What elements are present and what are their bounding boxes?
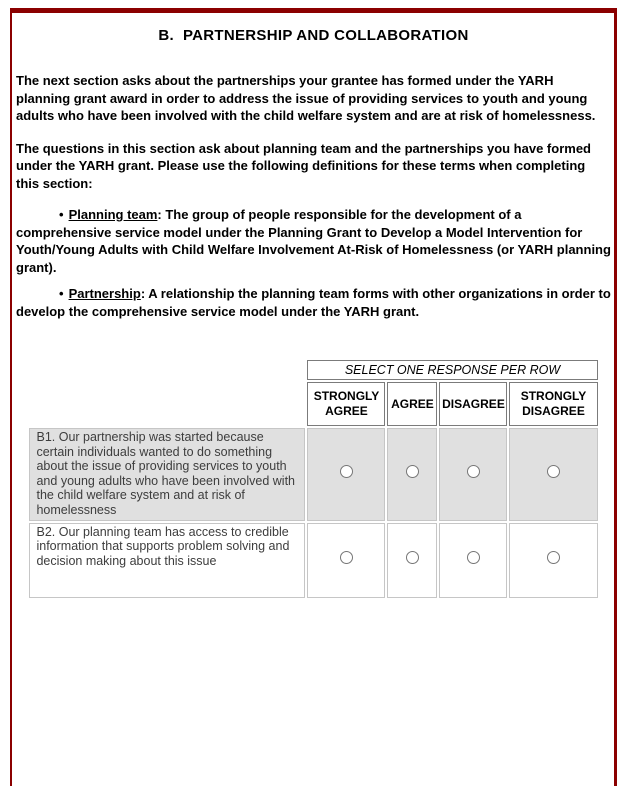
intro-paragraph-1: The next section asks about the partnerships your grantee has formed under the YARH planning grant award in order to address the issue of providing services to youth and young adults who have been involved with the child welfare system and are at risk of homelessness. bbox=[16, 73, 596, 123]
radio-b2-strongly-disagree[interactable] bbox=[547, 551, 560, 564]
radio-cell bbox=[509, 523, 597, 598]
bullet-icon: • bbox=[59, 207, 64, 222]
radio-b1-strongly-disagree[interactable] bbox=[547, 465, 560, 478]
column-header-disagree: DISAGREE bbox=[439, 382, 507, 426]
radio-cell bbox=[439, 523, 507, 598]
response-table bbox=[27, 358, 599, 600]
definition-partnership bbox=[16, 285, 611, 320]
table-instruction-row bbox=[29, 360, 597, 380]
intro-paragraph-2: The questions in this section ask about planning team and the partnerships you have formed under the YARH grant. Please use the following definitions for these terms when completing this section: bbox=[16, 140, 591, 191]
radio-b1-disagree[interactable] bbox=[467, 465, 480, 478]
radio-cell bbox=[387, 523, 437, 598]
question-text-b1: B1. Our partnership was started because certain individuals wanted to do something about the issue of providing services to youth and young adults who have been involved with the child welfare system and at risk of homelessness bbox=[29, 428, 305, 521]
column-header-agree: AGREE bbox=[387, 382, 437, 426]
radio-b2-disagree[interactable] bbox=[467, 551, 480, 564]
question-row-b1 bbox=[29, 428, 597, 521]
radio-cell bbox=[307, 428, 385, 521]
survey-page bbox=[10, 8, 617, 786]
page-title: B. PARTNERSHIP AND COLLABORATION bbox=[158, 27, 469, 44]
radio-cell bbox=[439, 428, 507, 521]
column-header-strongly-disagree: STRONGLY DISAGREE bbox=[509, 382, 597, 426]
question-row-b2 bbox=[29, 523, 597, 598]
radio-b1-strongly-agree[interactable] bbox=[340, 465, 353, 478]
radio-cell bbox=[387, 428, 437, 521]
empty-header-cell bbox=[29, 382, 305, 426]
definition-term: Planning team bbox=[68, 207, 158, 222]
radio-cell bbox=[307, 523, 385, 598]
radio-cell bbox=[509, 428, 597, 521]
bullet-icon: • bbox=[59, 286, 64, 301]
radio-b2-strongly-agree[interactable] bbox=[340, 551, 353, 564]
column-header-strongly-agree: STRONGLY AGREE bbox=[307, 382, 385, 426]
table-instruction: SELECT ONE RESPONSE PER ROW bbox=[307, 360, 597, 380]
table-column-header-row bbox=[29, 382, 597, 426]
definition-text: : The group of people responsible for the development of a comprehensive service model under the Planning Grant to Develop a Model Intervention for Youth/Young Adults with Child Welfare Involvement At-Risk of Homelessness (or YARH planning grant). bbox=[16, 207, 611, 275]
question-text-b2: B2. Our planning team has access to credible information that supports problem solving and decision making about this issue bbox=[29, 523, 305, 598]
empty-header-cell bbox=[29, 360, 305, 380]
definition-planning-team bbox=[16, 206, 611, 276]
radio-b2-agree[interactable] bbox=[406, 551, 419, 564]
radio-b1-agree[interactable] bbox=[406, 465, 419, 478]
definition-text: : A relationship the planning team forms with other organizations in order to develop the comprehensive service model under the YARH grant. bbox=[16, 286, 611, 319]
definition-term: Partnership bbox=[68, 286, 141, 301]
